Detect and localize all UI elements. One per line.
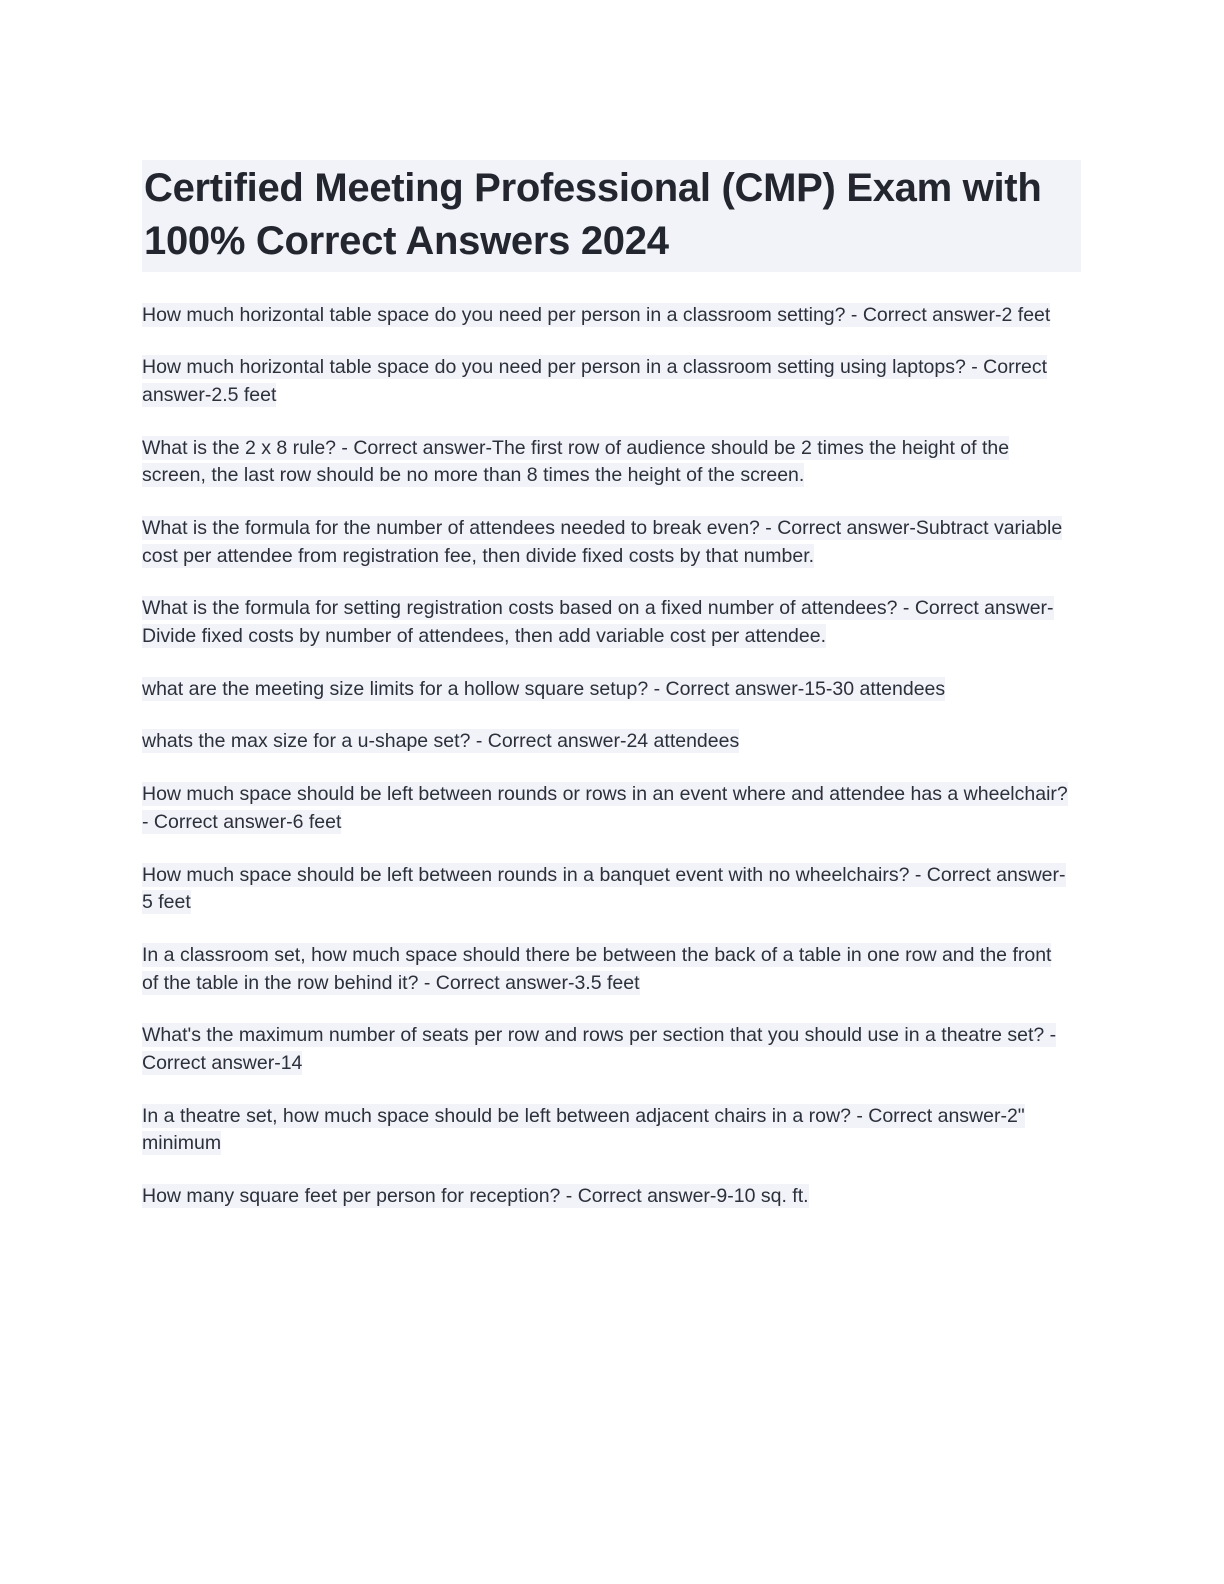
qa-item-text: what are the meeting size limits for a hollow square setup? - Correct answer-15-30 attendees — [142, 677, 946, 700]
qa-item-text: What is the formula for the number of attendees needed to break even? - Correct answer-Subtract variable cost per attendee from registration fee, then divide fixed costs by that number. — [142, 517, 1063, 567]
qa-item — [142, 354, 1070, 409]
qa-item-text: In a theatre set, how much space should be left between adjacent chairs in a row? - Correct answer-2" minimum — [142, 1104, 1025, 1155]
page-title: Certified Meeting Professional (CMP) Exam with 100% Correct Answers 2024 — [142, 160, 1081, 272]
qa-item — [142, 942, 1070, 997]
qa-item-text: What is the formula for setting registration costs based on a fixed number of attendees? - Correct answer-Divide fixed costs by number of attendees, then add variable cost per attendee. — [142, 597, 1054, 648]
qa-item — [142, 595, 1070, 650]
qa-item-text: How much space should be left between rounds in a banquet event with no wheelchairs? - Correct answer-5 feet — [142, 863, 1066, 914]
qa-item — [142, 435, 1070, 490]
qa-item-text: whats the max size for a u-shape set? - Correct answer-24 attendees — [142, 730, 740, 753]
qa-item-text: How much horizontal table space do you need per person in a classroom setting using laptops? - Correct answer-2.5 feet — [142, 356, 1048, 406]
qa-item — [142, 862, 1070, 917]
qa-item — [142, 781, 1070, 836]
qa-item — [142, 1183, 1070, 1211]
qa-item-text: In a classroom set, how much space should there be between the back of a table in one row and the front of the table in the row behind it? - Correct answer-3.5 feet — [142, 943, 1052, 994]
qa-item-text: How much space should be left between rounds or rows in an event where and attendee has a wheelchair? - Correct answer-6 feet — [142, 783, 1068, 833]
qa-item-text: How many square feet per person for reception? - Correct answer-9-10 sq. ft. — [142, 1185, 809, 1208]
qa-item — [142, 515, 1070, 570]
qa-list — [142, 302, 1084, 1211]
qa-item — [142, 1103, 1070, 1158]
qa-item-text: What is the 2 x 8 rule? - Correct answer-The first row of audience should be 2 times the height of the screen, the last row should be no more than 8 times the height of the screen. — [142, 436, 1010, 487]
qa-item — [142, 728, 1070, 756]
qa-item-text: What's the maximum number of seats per row and rows per section that you should use in a theatre set? - Correct answer-14 — [142, 1024, 1057, 1074]
qa-item-text: How much horizontal table space do you need per person in a classroom setting? - Correct answer-2 feet — [142, 303, 1051, 326]
qa-item — [142, 676, 1070, 704]
qa-item — [142, 1022, 1070, 1077]
qa-item — [142, 302, 1070, 330]
